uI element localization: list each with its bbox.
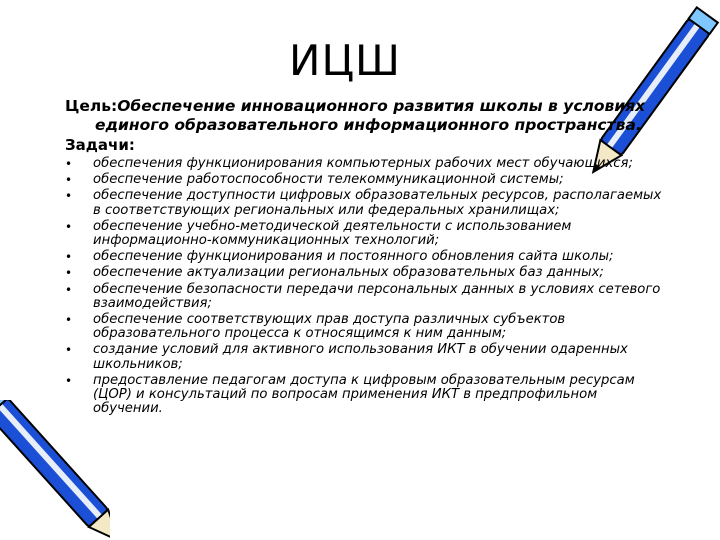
list-item [65, 189, 665, 217]
bullet-icon: • [65, 266, 73, 281]
list-item [65, 220, 665, 248]
task-text: обеспечение учебно-методической деятельности с использованием информационно-коммуникационных технологий; [93, 218, 572, 249]
bullet-icon: • [65, 219, 73, 234]
task-text: обеспечение работоспособности телекоммуникационной системы; [93, 172, 564, 188]
bullet-icon: • [65, 173, 73, 188]
bullet-icon: • [65, 313, 73, 328]
pencil-bottom-left-icon [0, 400, 110, 540]
task-text: обеспечение соответствующих прав доступа различных субъектов образовательного процесса к относящимся к ним данным; [93, 312, 566, 342]
bullet-icon: • [65, 282, 73, 297]
list-item [65, 250, 665, 264]
task-list [65, 157, 665, 418]
task-text: обеспечение функционирования и постоянного обновления сайта школы; [93, 249, 614, 265]
list-item [65, 283, 665, 311]
task-text: обеспечение актуализации региональных образовательных баз данных; [93, 265, 604, 281]
slide-title: ИЦШ [289, 36, 401, 85]
list-item [65, 374, 665, 417]
goal-label: Цель: [65, 97, 118, 115]
bullet-icon: • [65, 373, 73, 388]
task-text: обеспечение безопасности передачи персональных данных в условиях сетевого взаимодействия; [93, 281, 661, 311]
list-item [65, 266, 665, 280]
bullet-icon: • [65, 189, 73, 204]
bullet-icon: • [65, 343, 73, 358]
task-text: обеспечения функционирования компьютерных рабочих мест обучающихся; [93, 156, 633, 171]
bullet-icon: • [65, 250, 73, 265]
list-item [65, 157, 665, 171]
goal-text-line1: Обеспечение инновационного развития школы в условиях [117, 97, 646, 115]
task-text: создание условий для активного использования ИКТ в обучении одаренных школьников; [93, 342, 628, 372]
list-item [65, 343, 665, 371]
tasks-heading: Задачи: [65, 136, 135, 154]
list-item [65, 173, 665, 187]
goal-paragraph [65, 97, 665, 135]
list-item [65, 313, 665, 341]
bullet-icon: • [65, 157, 73, 171]
pencil-top-right-icon [590, 0, 720, 175]
task-text: обеспечение доступности цифровых образовательных ресурсов, располагаемых в соответствующих региональных или федеральных хранилищах; [93, 188, 662, 218]
goal-text-line2: единого образовательного информационного пространства. [95, 116, 642, 134]
task-text: предоставление педагогам доступа к цифровым образовательным ресурсам (ЦОР) и консультаций по вопросам применения ИКТ в предпрофильном обучении. [93, 372, 635, 417]
